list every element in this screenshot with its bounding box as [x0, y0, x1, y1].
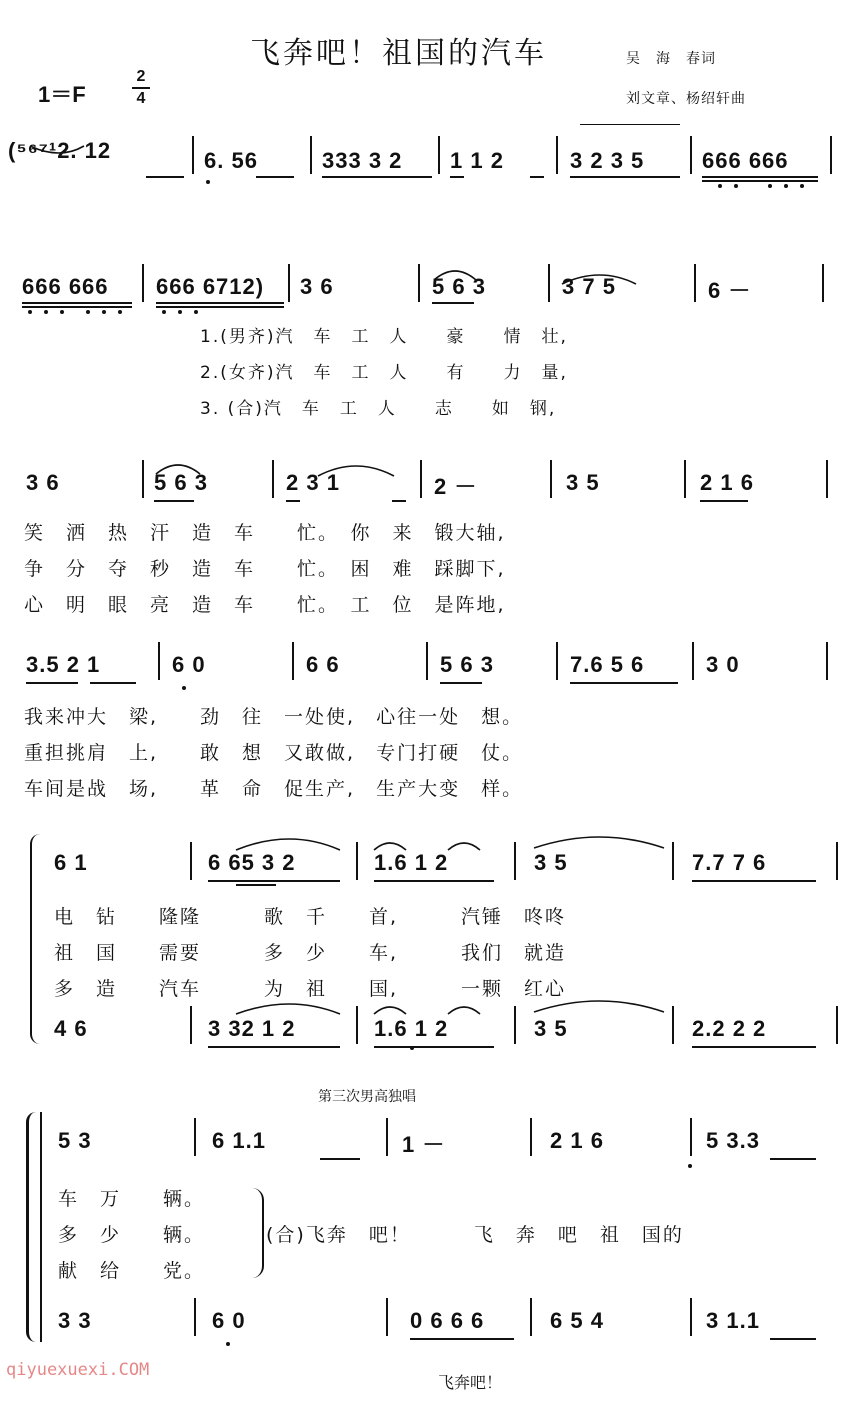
low-dot	[182, 686, 186, 690]
s6-upper-5: 5 3.3	[706, 1128, 760, 1153]
s4-measure-3: 6 6	[306, 652, 340, 677]
s2-measure-3: 3 6	[300, 274, 334, 299]
s2-measure-1: 666 666	[22, 274, 109, 299]
s2-measure-6: 6 －	[708, 278, 752, 303]
s3-measure-1: 3 6	[26, 470, 60, 495]
low-dot	[410, 1046, 414, 1050]
s6-upper-2: 6 1.1	[212, 1128, 266, 1153]
s3-lyric-2: 争 分 夺 秒 造 车 忙。 困 难 踩脚下,	[24, 558, 506, 580]
s2-measure-2: 666 6712)	[156, 274, 265, 299]
slur	[156, 465, 200, 474]
intro-notes: (⁵⁶⁷¹2. 12	[8, 138, 112, 163]
song-title: 飞奔吧！祖国的汽车	[250, 36, 547, 71]
low-dot	[206, 180, 210, 184]
s3-measure-6: 2 1 6	[700, 470, 754, 495]
s5-lyric-1: 电 钻 隆隆 歌 千 首, 汽锤 咚咚	[54, 906, 567, 928]
s5-lower-1: 4 6	[54, 1016, 88, 1041]
s4-lyric-2: 重担挑肩 上, 敢 想 又敢做, 专门打硬 仗。	[24, 742, 524, 764]
s3-measure-3: 2 3 1	[286, 470, 340, 495]
low-dot	[178, 310, 182, 314]
low-dot	[226, 1342, 230, 1346]
solo-annotation: 第三次男高独唱	[318, 1089, 416, 1105]
low-dot	[44, 310, 48, 314]
s5-upper-5: 7.7 7 6	[692, 850, 767, 875]
slur	[448, 1007, 480, 1014]
slur	[434, 271, 476, 280]
s6-upper-3: 1 －	[402, 1132, 446, 1157]
s5-upper-4: 3 5	[534, 850, 568, 875]
s5-lyric-3: 多 造 汽车 为 祖 国, 一颗 红心	[54, 978, 567, 1000]
s5-lower-2: 3 32 1 2	[208, 1016, 296, 1041]
s1-measure-4: 3 2 3 5	[570, 148, 645, 173]
low-dot	[768, 184, 772, 188]
s1-measure-5: 666 666	[702, 148, 789, 173]
s1-measure-2: 333 3 2	[322, 148, 403, 173]
s2-measure-4: 5 6 3	[432, 274, 486, 299]
slur	[534, 837, 664, 848]
s5-upper-2: 6 65 3 2	[208, 850, 296, 875]
slur	[374, 843, 406, 850]
s5-upper-1: 6 1	[54, 850, 88, 875]
slur	[562, 275, 636, 284]
slur	[374, 1007, 406, 1014]
footer-lyric: 飞奔吧！	[438, 1373, 503, 1392]
low-dot	[28, 310, 32, 314]
slur	[236, 839, 340, 850]
s3-measure-5: 3 5	[566, 470, 600, 495]
s2-measure-5: 3 7 5	[562, 274, 616, 299]
s6-lyric-2: 多 少 辆。	[58, 1224, 206, 1246]
slur	[236, 1004, 340, 1014]
verse-1-lyric: 1.(男齐)汽 车 工 人 豪 情 壮,	[200, 327, 568, 347]
s5-lower-3: 1.6 1 2	[374, 1016, 449, 1041]
s6-lower-4: 6 5 4	[550, 1308, 604, 1333]
s1-measure-3: 1 1 2	[450, 148, 504, 173]
low-dot	[162, 310, 166, 314]
s6-lyric-3: 献 给 党。	[58, 1260, 206, 1282]
verse-2-lyric: 2.(女齐)汽 车 工 人 有 力 量,	[200, 363, 568, 383]
s6-lower-2: 6 0	[212, 1308, 246, 1333]
s6-lower-5: 3 1.1	[706, 1308, 760, 1333]
low-dot	[734, 184, 738, 188]
low-dot	[194, 310, 198, 314]
s4-measure-1: 3.5 2 1	[26, 652, 101, 677]
s4-measure-2: 6 0	[172, 652, 206, 677]
s4-measure-4: 5 6 3	[440, 652, 494, 677]
s6-lyric-1: 车 万 辆。	[58, 1188, 206, 1210]
s6-upper-1: 5 3	[58, 1128, 92, 1153]
s3-lyric-1: 笑 洒 热 汗 造 车 忙。 你 来 锻大轴,	[24, 522, 506, 544]
low-dot	[118, 310, 122, 314]
s4-lyric-3: 车间是战 场, 革 命 促生产, 生产大变 样。	[24, 778, 524, 800]
low-dot	[800, 184, 804, 188]
slur	[448, 843, 480, 850]
s5-lower-5: 2.2 2 2	[692, 1016, 767, 1041]
meter-top: 2	[136, 68, 146, 85]
verse-3-lyric: 3. (合)汽 车 工 人 志 如 钢,	[200, 399, 557, 419]
s4-lyric-1: 我来冲大 梁, 劲 往 一处使, 心往一处 想。	[24, 706, 524, 728]
s5-lower-4: 3 5	[534, 1016, 568, 1041]
s6-lower-1: 3 3	[58, 1308, 92, 1333]
low-dot	[102, 310, 106, 314]
low-dot	[718, 184, 722, 188]
s6-lower-3: 0 6 6 6	[410, 1308, 485, 1333]
lyricist-credit: 吴 海 春词	[626, 51, 716, 67]
s3-measure-2: 5 6 3	[154, 470, 208, 495]
s4-measure-5: 7.6 5 6	[570, 652, 645, 677]
tie	[30, 146, 84, 153]
s5-upper-3: 1.6 1 2	[374, 850, 449, 875]
low-dot	[688, 1164, 692, 1168]
key-signature: 1＝F	[38, 82, 86, 107]
s6-chorus-lyric: (合)飞奔 吧！ 飞 奔 吧 祖 国的	[266, 1224, 684, 1246]
low-dot	[86, 310, 90, 314]
s3-measure-4: 2 －	[434, 474, 478, 499]
s1-measure-1: 6. 56	[204, 148, 258, 173]
low-dot	[784, 184, 788, 188]
meter-bottom: 4	[136, 90, 146, 107]
s4-measure-6: 3 0	[706, 652, 740, 677]
site-watermark: qiyuexuexi.COM	[6, 1360, 150, 1380]
composer-credit: 刘文章、杨绍轩曲	[626, 91, 746, 107]
s6-upper-4: 2 1 6	[550, 1128, 604, 1153]
s3-lyric-3: 心 明 眼 亮 造 车 忙。 工 位 是阵地,	[24, 594, 506, 616]
slur	[534, 1001, 664, 1012]
slur	[318, 466, 394, 476]
low-dot	[60, 310, 64, 314]
s5-lyric-2: 祖 国 需要 多 少 车, 我们 就造	[54, 942, 567, 964]
